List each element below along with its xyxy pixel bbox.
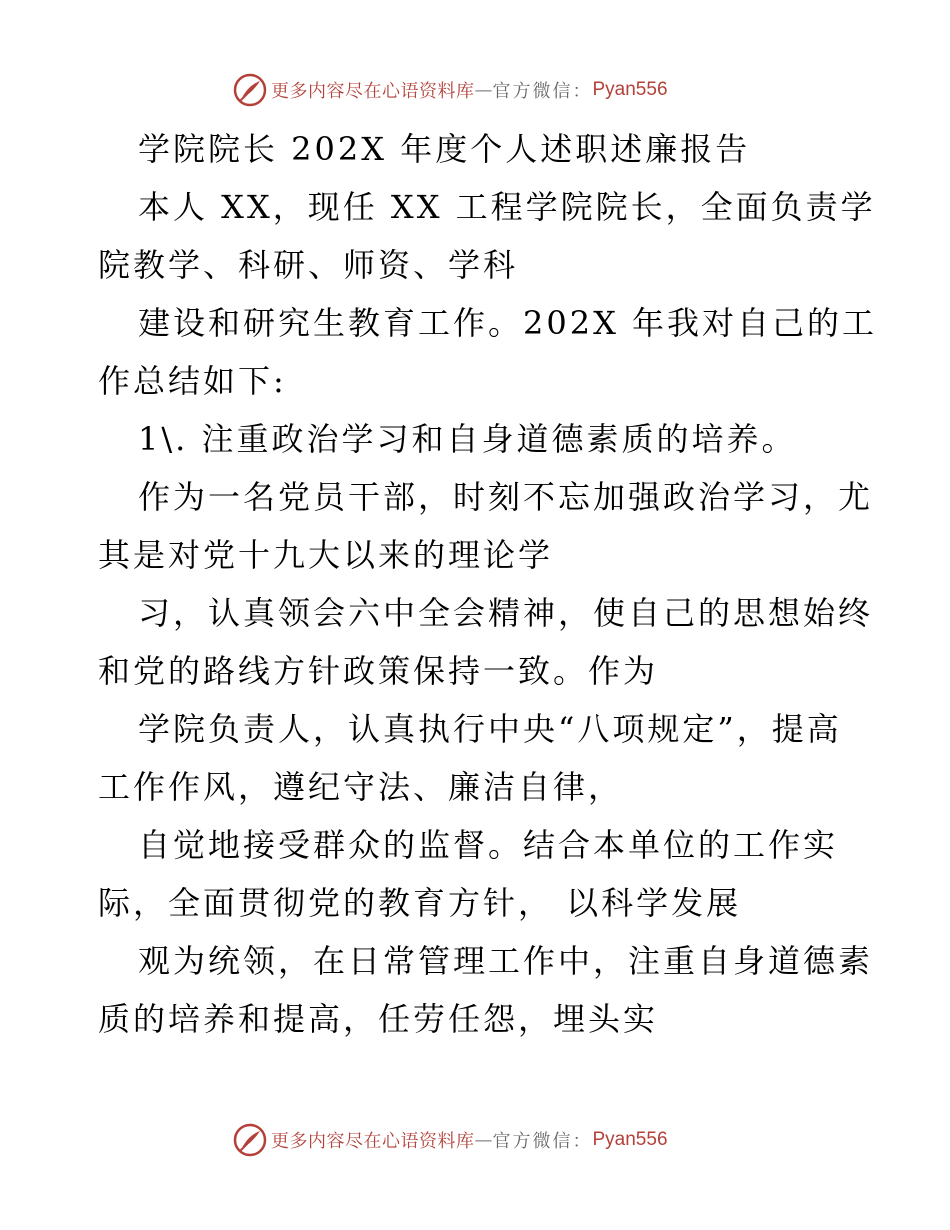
watermark-wechat-label: 官方微信： [492, 81, 593, 102]
watermark-wechat-id: Pyan556 [592, 79, 668, 100]
paragraph-line: 建设和研究生教育工作。202X 年我对自己的工 [138, 304, 878, 342]
paragraph-line: 作为一名党员干部，时刻不忘加强政治学习，尤 [138, 478, 874, 516]
paragraph-line: 际，全面贯彻党的教育方针， 以科学发展 [98, 884, 742, 922]
paragraph-line: 质的培养和提高，任劳任怨，埋头实 [98, 1000, 659, 1038]
watermark-wechat-label: 官方微信： [492, 1131, 593, 1152]
footer-watermark [233, 1122, 713, 1158]
paragraph-line: 工作作风，遵纪守法、廉洁自律， [98, 768, 624, 806]
paragraph-line: 自觉地接受群众的监督。结合本单位的工作实 [138, 826, 839, 864]
watermark-wechat-id: Pyan556 [592, 1129, 668, 1150]
document-title: 学院院长 202X 年度个人述职述廉报告 [138, 130, 751, 168]
document-body [98, 120, 878, 1048]
paragraph-line: 观为统领，在日常管理工作中，注重自身道德素 [138, 942, 874, 980]
quill-logo-icon [233, 1123, 267, 1157]
paragraph-line: 作总结如下: [98, 362, 287, 400]
watermark-text: 更多内容尽在心语资料库 [271, 81, 475, 102]
header-watermark [233, 72, 713, 108]
watermark-separator: — [474, 1129, 493, 1151]
watermark-separator: — [474, 79, 493, 101]
paragraph-line: 习，认真领会六中全会精神，使自己的思想始终 [138, 594, 874, 632]
section-heading: 1\. 注重政治学习和自身道德素质的培养。 [138, 420, 797, 458]
paragraph-line: 和党的路线方针政策保持一致。作为 [98, 652, 659, 690]
paragraph-line: 本人 XX，现任 XX 工程学院院长，全面负责学 [138, 188, 876, 226]
paragraph-line: 学院负责人，认真执行中央“八项规定”，提高 [138, 710, 842, 748]
paragraph-line: 院教学、科研、师资、学科 [98, 246, 519, 284]
paragraph-line: 其是对党十九大以来的理论学 [98, 536, 554, 574]
watermark-text: 更多内容尽在心语资料库 [271, 1131, 475, 1152]
quill-logo-icon [233, 73, 267, 107]
